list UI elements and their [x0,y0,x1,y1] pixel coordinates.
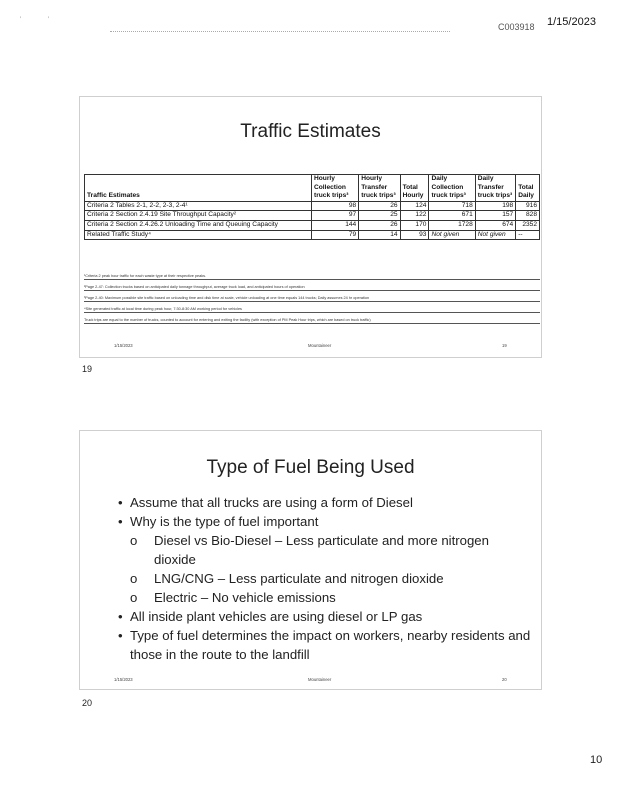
table-row [85,220,540,230]
table-cell: 26 [359,201,400,211]
table-cell: 79 [312,230,359,240]
table-cell: 144 [312,220,359,230]
bullet-circle-icon: o [130,590,138,605]
slide-type-of-fuel [79,430,542,690]
table-cell: 124 [400,201,429,211]
list-item [118,626,533,664]
scan-mark: ′ [48,17,50,23]
table-cell: 26 [359,220,400,230]
table-footnote: ⁴Site generated traffic at local time during peak hour, 7:30-8:30 AM working period for vehicles [84,307,540,313]
bullet-text: Diesel vs Bio-Diesel – Less particulate and more nitrogen dioxide [154,533,489,567]
list-item [118,607,533,626]
table-cell: 916 [516,201,540,211]
bullet-text: Type of fuel determines the impact on workers, nearby residents and those in the route to the landfill [130,628,531,662]
slide-footer-title: Mountaineer [308,677,332,682]
table-cell: 122 [400,211,429,221]
table-footnote: ²Page 2-47: Collection trucks based on anticipated daily tonnage throughput, average truck load, and anticipated hours of operation [84,285,540,291]
bullet-circle-icon: o [130,533,138,548]
slide-label: 20 [82,698,93,708]
table-header: Hourly Collection truck trips³ [312,175,359,202]
table-cell: 170 [400,220,429,230]
scan-mark: ′ [20,17,22,23]
table-cell: Criteria 2 Tables 2-1, 2-2, 2-3, 2-4¹ [85,201,312,211]
bullet-text: Electric – No vehicle emissions [154,590,336,605]
table-header: Traffic Estimates [85,175,312,202]
page-number: 10 [590,754,603,766]
table-cell: Criteria 2 Section 2.4.26.2 Unloading Time and Queuing Capacity [85,220,312,230]
bullet-text: All inside plant vehicles are using diesel or LP gas [130,609,423,624]
table-cell: 1728 [429,220,475,230]
table-header: Daily Collection truck trips³ [429,175,475,202]
bullet-circle-icon: o [130,571,138,586]
table-cell: 674 [475,220,515,230]
list-item [130,531,533,569]
table-header-row [85,175,540,202]
slide-footer-title: Mountaineer [308,343,332,348]
slide-traffic-estimates [79,96,542,358]
bullet-text: Why is the type of fuel important [130,514,319,529]
table-cell: Criteria 2 Section 2.4.19 Site Throughput Capacity² [85,211,312,221]
table-cell: 97 [312,211,359,221]
table-row [85,230,540,240]
table-header: Total Daily [516,175,540,202]
slide-footer-date: 1/15/2023 [114,343,133,348]
table-cell: Related Traffic Study⁴ [85,230,312,240]
list-item [130,569,533,588]
table-cell: 93 [400,230,429,240]
bullet-dot-icon: • [118,514,123,529]
bullet-dot-icon: • [118,628,123,643]
table-header: Daily Transfer truck trips³ [475,175,515,202]
table-cell: Not given [429,230,475,240]
table-cell: -- [516,230,540,240]
table-cell: 198 [475,201,515,211]
table-cell: 718 [429,201,475,211]
slide-footer-date: 1/15/2023 [114,677,133,682]
table-cell: 98 [312,201,359,211]
bullet-text: LNG/CNG – Less particulate and nitrogen dioxide [154,571,444,586]
table-cell: 671 [429,211,475,221]
table-cell: 14 [359,230,400,240]
table-cell: Not given [475,230,515,240]
bullet-dot-icon: • [118,495,123,510]
slide-title: Traffic Estimates [240,121,381,142]
slide-footer-number: 19 [502,343,507,348]
list-item [118,512,533,531]
table-cell: 25 [359,211,400,221]
list-item [118,493,533,512]
bullet-dot-icon: • [118,609,123,624]
bullet-text: Assume that all trucks are using a form of Diesel [130,495,413,510]
document-code: C003918 [498,22,535,32]
table-row [85,201,540,211]
table-cell: 157 [475,211,515,221]
slide-title: Type of Fuel Being Used [206,457,415,478]
bullet-list [118,493,533,664]
table-header: Hourly Transfer truck trips³ [359,175,400,202]
table-footnote: ³Page 2-40: Maximum possible site traffic based on unloading time and disk time at scale, vehicle unloading at one time equals 144 trucks; Daily assumes 24 hr operation [84,296,540,302]
list-item [130,588,533,607]
slide-footer-number: 20 [502,677,507,682]
table-cell: 828 [516,211,540,221]
header-date: 1/15/2023 [547,16,596,28]
slide-label: 19 [82,364,93,374]
table-cell: 2352 [516,220,540,230]
table-footnote: ¹Criteria 2 peak hour traffic for each waste type at their respective peaks. [84,274,540,280]
header-faint-line [110,31,450,34]
table-header: Total Hourly [400,175,429,202]
table-footnote: Truck trips are equal to the number of trucks, counted to account for entering and exiting the facility (with exception of PM Peak Hour trips, which are based on truck traffic) [84,318,540,324]
table-row [85,211,540,221]
traffic-table [84,174,540,240]
